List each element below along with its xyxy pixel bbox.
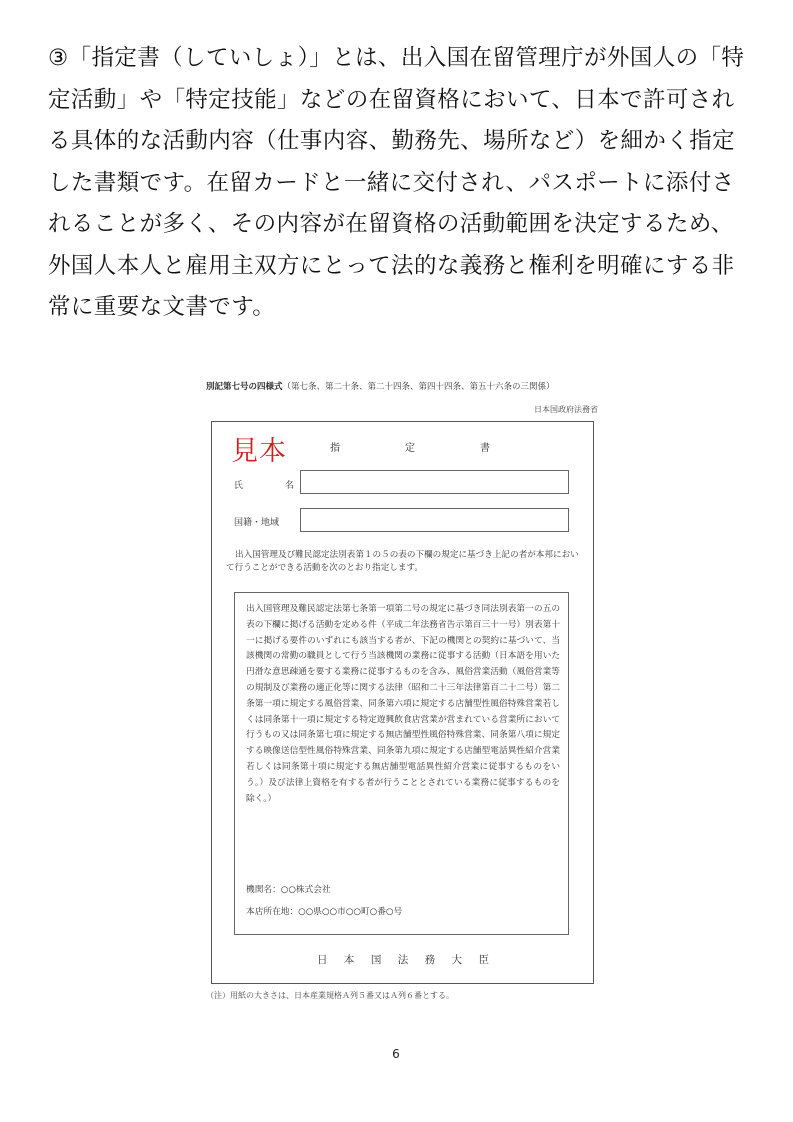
sample-stamp: 見本 <box>231 436 287 467</box>
form-title-char: 定 <box>405 443 415 454</box>
form-number: 別記第七号の四様式 <box>206 382 283 392</box>
nationality-field[interactable] <box>300 508 569 532</box>
issuer-label: 日本国政府法務省 <box>534 405 598 414</box>
form-articles: （第七条、第二十条、第二十四条、第四十四条、第五十六条の三関係） <box>282 382 555 392</box>
name-field[interactable] <box>300 470 569 494</box>
form-title <box>330 439 490 454</box>
minister-char: 本 <box>343 954 355 966</box>
page-number: 6 <box>392 1047 400 1061</box>
form-header <box>206 380 598 392</box>
designation-form <box>211 421 594 984</box>
form-title-char: 指 <box>330 443 340 454</box>
minister-char: 法 <box>397 954 409 966</box>
organization-address: 本店所在地：○○県○○市○○町○番○号 <box>246 907 403 917</box>
legal-basis-sentence: 出入国管理及び難民認定法別表第１の５の表の下欄の規定に基づき上記の者が本邦において行うことができる活動を次のとおり指定します。 <box>226 550 579 573</box>
name-label <box>234 478 294 491</box>
name-label-char: 氏 <box>234 481 244 491</box>
organization-name: 機関名：○○株式会社 <box>246 885 331 895</box>
minister-signature <box>317 952 489 967</box>
minister-char: 日 <box>317 954 328 966</box>
minister-char: 務 <box>424 954 436 966</box>
minister-char: 臣 <box>478 954 489 966</box>
minister-char: 国 <box>370 954 382 966</box>
designated-activity-text: 出入国管理及難民認定法第七条第一項第二号の規定に基づき同法別表第一の五の表の下欄に掲げる活動を定める件（平成二年法務省告示第百三十一号）別表第十一に掲げる要件のいずれにも該当する者が、下記の機関との契約に基づいて、当該機関の常勤の職員として行う当該機関の業務に従事する活動（日本語を用いた円滑な意思疎通を要する業務に従事するものを含み、風俗営業活動（風俗営業等の規制及び業務の適正化等に関する法律（昭和二十三年法律第百二十二号）第二条第一項に規定する風俗営業、同条第六項に規定する店舗型性風俗特殊営業若しくは同条第十一項に規定する特定遊興飲食店営業が営まれている営業所において行うもの又は同条第七項に規定する無店舗型性風俗特殊営業、同条第八項に規定する映像送信型性風俗特殊営業、同条第九項に規定する店舗型電話異性紹介営業若しくは同条第十項に規定する無店舗型電話異性紹介営業に従事するものをいう。）及び法律上資格を有する者が行うこととされている業務に従事するものを除く。） <box>246 604 560 804</box>
minister-char: 大 <box>451 954 463 966</box>
name-label-char: 名 <box>284 481 294 491</box>
designated-activity-box <box>234 592 569 935</box>
intro-paragraph: ③「指定書（していしょ）」とは、出入国在留管理庁が外国人の「特定活動」や「特定技能」などの在留資格において、日本で許可される具体的な活動内容（仕事内容、勤務先、場所など）を細かく指定した書類です。在留カードと一緒に交付され、パスポートに添付されることが多く、その内容が在留資格の活動範囲を決定するため、外国人本人と雇用主双方にとって法的な義務と権利を明確にする非常に重要な文書です。 <box>48 45 745 320</box>
nationality-label: 国籍・地域 <box>234 518 280 528</box>
paper-size-note: （注）用紙の大きさは、日本産業規格Ａ列５番又はＡ列６番とする。 <box>206 991 454 1000</box>
form-title-char: 書 <box>480 443 490 454</box>
